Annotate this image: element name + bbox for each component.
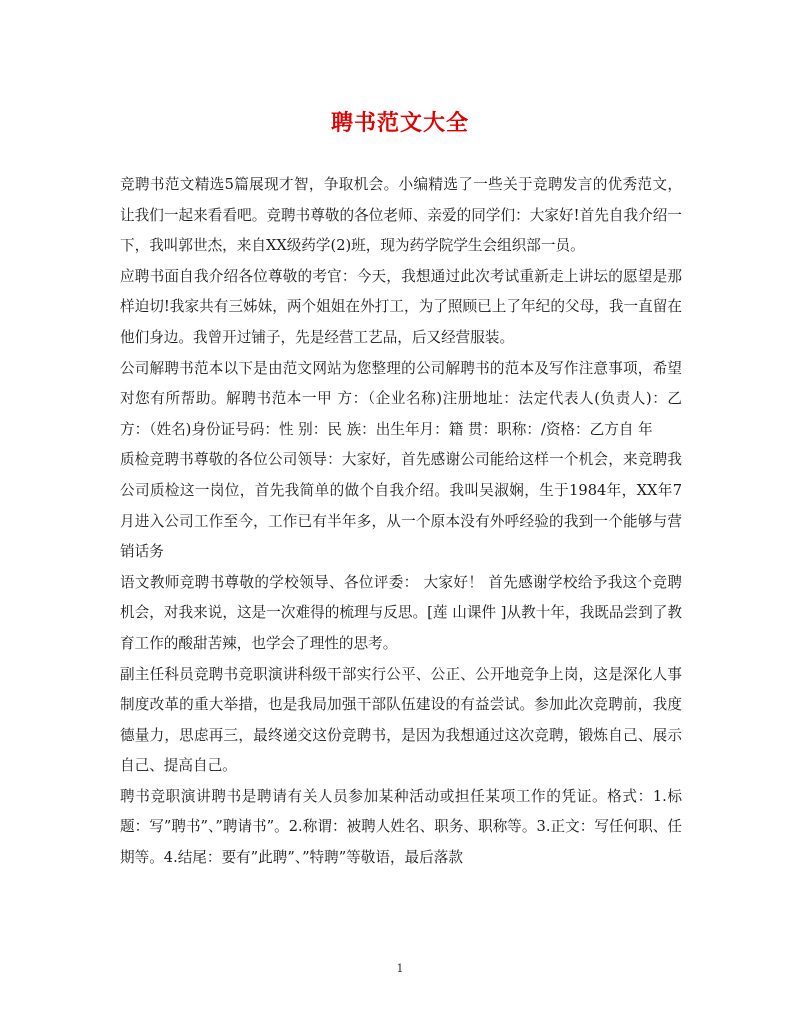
paragraph-1: 竞聘书范文精选5篇展现才智，争取机会。小编精选了一些关于竞聘发言的优秀范文，让我们一起来看看吧。竞聘书尊敬的各位老师、亲爱的同学们：大家好!首先自我介绍一下，我叫郭世杰，来自XX级药学(2)班，现为药学院学生会组织部一员。 (120, 176, 682, 255)
paragraph-3: 公司解聘书范本以下是由范文网站为您整理的公司解聘书的范本及写作注意事项，希望对您有所帮助。解聘书范本一甲 方：（企业名称)注册地址：法定代表人(负责人)：乙 方：（姓名)身份证号码：性 别：民 族：出生年月：籍 贯：职称：/资格：乙方自 年 (120, 359, 682, 438)
paragraph-5: 语文教师竞聘书尊敬的学校领导、各位评委： 大家好！ 首先感谢学校给予我这个竞聘机会，对我来说，这是一次难得的梳理与反思。[莲 山课件 ]从教十年，我既品尝到了教育工作的酸甜苦辣，也学会了理性的思考。 (120, 573, 682, 652)
document-body (120, 170, 682, 874)
page-number: 1 (396, 962, 404, 975)
paragraph-7: 聘书竞职演讲聘书是聘请有关人员参加某种活动或担任某项工作的凭证。格式：1.标题：写”聘书”、”聘请书”。2.称谓：被聘人姓名、职务、职称等。3.正文：写任何职、任期等。4.结尾：要有”此聘”、”特聘”等敬语，最后落款 (120, 787, 682, 867)
document-title: 聘书范文大全 (330, 110, 469, 136)
paragraph-2: 应聘书面自我介绍各位尊敬的考官：今天，我想通过此次考试重新走上讲坛的愿望是那样迫切!我家共有三姊妹，两个姐姐在外打工，为了照顾已上了年纪的父母，我一直留在他们身边。我曾开过铺子，先是经营工艺品，后又经营服装。 (120, 267, 682, 346)
paragraph-4: 质检竞聘书尊敬的各位公司领导：大家好，首先感谢公司能给这样一个机会，来竞聘我公司质检这一岗位，首先我简单的做个自我介绍。我叫吴淑娴，生于1984年，XX年7月进入公司工作至今，工作已有半年多，从一个原本没有外呼经验的我到一个能够与营销话务 (120, 451, 682, 561)
paragraph-6: 副主任科员竞聘书竞职演讲科级干部实行公平、公正、公开地竞争上岗，这是深化人事制度改革的重大举措，也是我局加强干部队伍建设的有益尝试。参加此次竞聘前，我度德量力，思虑再三，最终递交这份竞聘书，是因为我想通过这次竞聘，锻炼自己、展示自己、提高自己。 (120, 665, 682, 775)
